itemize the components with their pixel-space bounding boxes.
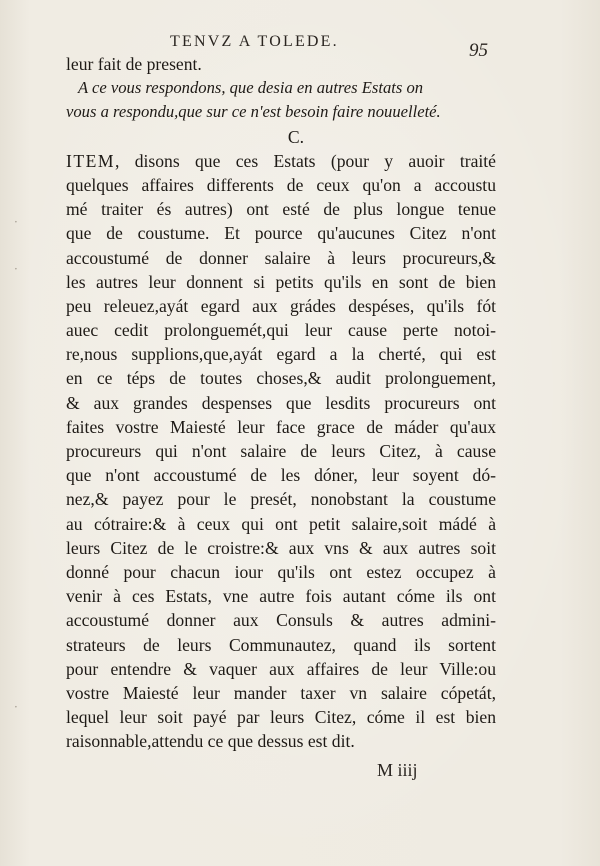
text-line: vous a respondu,que sur ce n'est besoin faire nouuelleté. (66, 102, 441, 122)
text-line: leur fait de present. (66, 54, 202, 74)
text-line: les autres leur donnent si petits qu'ils en sont de bien (66, 271, 496, 292)
text-line: vostre Maiesté leur mander taxer vn salaire cópetát, (66, 682, 496, 703)
running-header: TENVZ A TOLEDE. (170, 33, 339, 50)
text-line: strateurs de leurs Communautez, quand ils sortent (66, 634, 496, 655)
text-line: que de coustume. Et pource qu'aucunes Citez n'ont (66, 223, 496, 244)
section-letter: C. (287, 126, 305, 147)
text-line: faites vostre Maiesté leur face grace de máder qu'aux (66, 416, 496, 437)
text-line: raisonnable,attendu ce que dessus est dit. (66, 731, 355, 752)
text-line: quelques affaires differents de ceux qu'on a accoustu (66, 174, 496, 195)
margin-dot: · (14, 262, 18, 276)
page-number: 95 (469, 40, 488, 61)
text-line: accoustumé de donner salaire à leurs procureurs,& (66, 247, 496, 268)
text-line: au cótraire:& à ceux qui ont petit salaire,soit mádé à (66, 513, 496, 534)
text-line: procureurs qui n'ont salaire de leurs Citez, à cause (66, 441, 496, 461)
body-text (66, 52, 496, 753)
text-line: venir à ces Estats, vne autre fois autant cóme ils ont (66, 586, 496, 607)
text-line: A ce vous respondons, que desia en autres Estats on (78, 78, 424, 98)
text-line: pour entendre & vaquer aux affaires de leur Ville:ou (66, 658, 496, 679)
text-line: que n'ont accoustumé de les dóner, leur soyent dó- (66, 465, 496, 486)
item-lead-word: ITEM (66, 150, 115, 171)
text-line: ITEM, disons que ces Estats (pour y auoir traité (66, 150, 496, 171)
text-line: nez,& payez pour le presét, nonobstant la coustume (66, 489, 496, 510)
signature-mark: M iiij (377, 760, 418, 780)
text-line: accoustumé donner aux Consuls & autres admini- (66, 610, 496, 631)
text-line: mé traiter és autres) ont esté de plus longue tenue (66, 199, 496, 220)
text-line: peu releuez,ayát egard aux grádes despéses, qu'ils fót (66, 295, 496, 316)
text-line: en ce téps de toutes choses,& audit prolonguement, (66, 368, 496, 389)
text-line: re,nous supplions,que,ayát egard a la cherté, qui est (66, 344, 496, 365)
margin-dot: · (14, 700, 18, 714)
text-line: donné pour chacun iour qu'ils ont estez occupez à (66, 561, 496, 582)
text-line: leurs Citez de le croistre:& aux vns & aux autres soit (66, 537, 496, 558)
text-line: & aux grandes despenses que lesdits procureurs ont (66, 392, 496, 413)
text-line: auec cedit prolonguemét,qui leur cause perte notoi- (66, 320, 496, 341)
margin-dot: · (14, 215, 18, 229)
text-line: lequel leur soit payé par leurs Citez, cóme il est bien (66, 707, 496, 728)
